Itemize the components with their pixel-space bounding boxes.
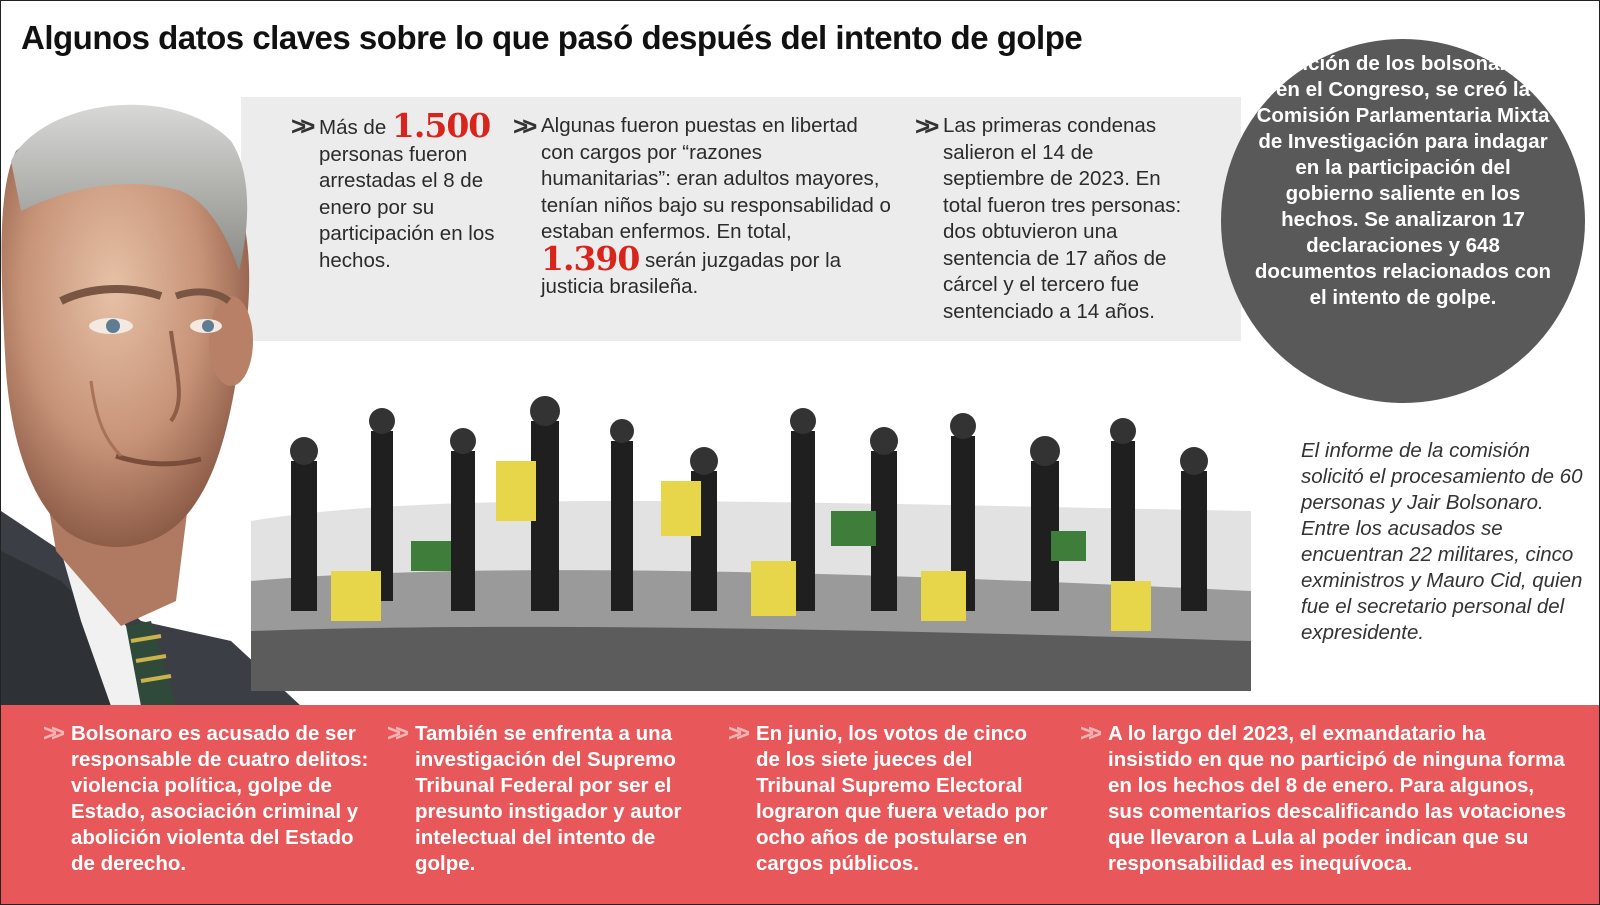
double-chevron-icon: >> — [513, 111, 532, 141]
double-chevron-icon: >> — [915, 111, 934, 141]
fact-released-pre: Algunas fueron puestas en libertad con cargos por “razones humanitarias”: eran adultos mayores, tenían niños bajo su responsabilidad o estaban enfermos. En total, — [541, 114, 891, 243]
fact-sentences-text: Las primeras condenas salieron el 14 de septiembre de 2023. En total fueron tres personas: dos obtuvieron una sentencia de 17 años de cárcel y el tercero fue sentenciado a 14 años. — [943, 114, 1182, 323]
commission-circle — [1221, 39, 1585, 403]
bottom-item-text: También se enfrenta a una investigación del Supremo Tribunal Federal por ser el presunto instigador y autor intelectual del intento de golpe. — [415, 722, 682, 875]
bottom-item — [387, 720, 705, 877]
bottom-item-text: Bolsonaro es acusado de ser responsable de cuatro delitos: violencia política, golpe de Estado, asociación criminal y abolición violenta del Estado de derecho. — [71, 722, 369, 875]
bottom-item — [1080, 720, 1568, 877]
double-chevron-icon: >> — [728, 720, 745, 747]
commission-report-note: El informe de la comisión solicitó el procesamiento de 60 personas y Jair Bolsonaro. Entre los acusados se encuentran 22 militares, cinco exministros y Mauro Cid, quien fue el secretario personal del expresidente. — [1301, 439, 1583, 644]
judged-count: 1.390 — [541, 238, 640, 278]
fact-arrested — [291, 106, 497, 274]
double-chevron-icon: >> — [43, 720, 60, 747]
double-chevron-icon: >> — [1080, 720, 1097, 747]
fact-released-post: serán juzgadas por la justicia brasileña. — [541, 248, 842, 298]
arrested-count: 1.500 — [391, 106, 491, 145]
crowd-image — [231, 341, 1261, 711]
double-chevron-icon: >> — [291, 111, 310, 141]
fact-sentences — [915, 111, 1193, 325]
fact-released — [513, 111, 891, 301]
bottom-item-text: En junio, los votos de cinco de los siete jueces del Tribunal Supremo Electoral lograron que fuera vetado por ocho años de postularse en cargos públicos. — [756, 722, 1048, 875]
bottom-item — [728, 720, 1056, 877]
page-title: Algunos datos claves sobre lo que pasó después del intento de golpe — [21, 19, 1083, 56]
bottom-item-text: A lo largo del 2023, el exmandatario ha insistido en que no participó de ninguna forma en los hechos del 8 de enero. Para algunos, sus comentarios descalificando las votaciones que llevaron a Lula al poder indican que su responsabilidad es inequívoca. — [1108, 722, 1567, 875]
fact-arrested-pre: Más de — [319, 116, 392, 139]
bottom-item — [43, 720, 371, 877]
fact-arrested-post: personas fueron arrestadas el 8 de enero por su participación en los hechos. — [319, 142, 495, 272]
commission-text: A petición de los bolsonaristas en el Congreso, se creó la Comisión Parlamentaria Mixta de Investigación para indagar en la participación del gobierno saliente en los hechos. Se analizaron 17 declaraciones y 648 documentos relacionados con el intento de golpe. — [1251, 52, 1555, 309]
double-chevron-icon: >> — [387, 720, 404, 747]
